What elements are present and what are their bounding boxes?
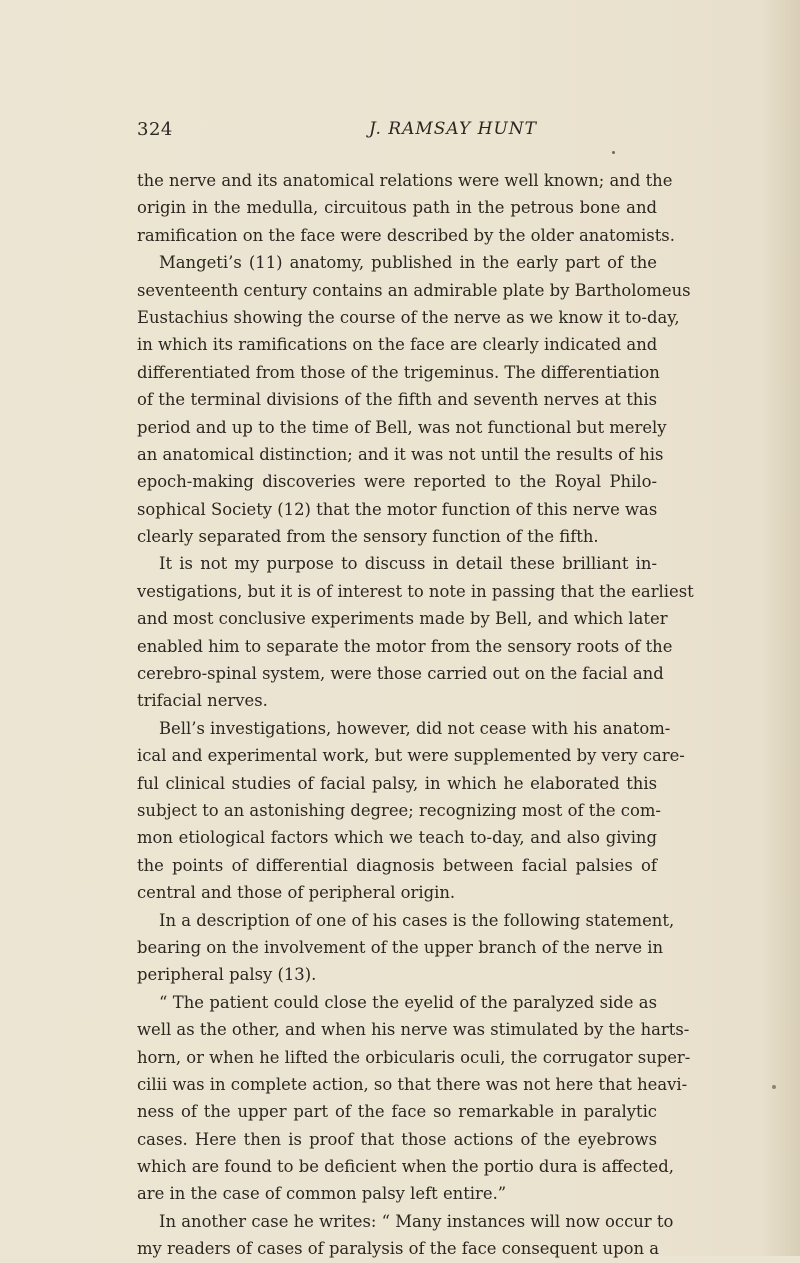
text-line: [137, 441, 664, 468]
text-line: [137, 167, 673, 194]
text-line-content: Bell’s investigations, however, did not cease with his anatom-: [159, 718, 671, 738]
text-line-content: ramification on the face were described by the older anatomists.: [137, 225, 675, 245]
page-header: [137, 119, 657, 149]
text-line-content: are in the case of common palsy left entire.”: [137, 1184, 507, 1204]
text-line: [137, 249, 657, 276]
text-line-content: mon etiological factors which we teach to-day, and also giving: [137, 828, 657, 848]
text-line: [137, 824, 657, 851]
text-line: [137, 1098, 657, 1125]
text-line-content: origin in the medulla, circuitous path in the petrous bone and: [137, 198, 657, 218]
text-line-content: and most conclusive experiments made by Bell, and which later: [137, 609, 668, 629]
text-line-content: the points of differential diagnosis between facial palsies of: [137, 855, 657, 875]
text-line: [137, 1235, 657, 1262]
text-line-content: “ The patient could close the eyelid of the paralyzed side as: [159, 992, 657, 1012]
text-line-content: vestigations, but it is of interest to note in passing that the earliest: [137, 581, 694, 601]
text-line-content: Eustachius showing the course of the nerve as we know it to-day,: [137, 307, 680, 327]
print-speck: [772, 1085, 776, 1089]
text-line: [137, 961, 657, 988]
text-line: [137, 687, 657, 714]
text-line-content: cerebro-spinal system, were those carried out on the facial and: [137, 664, 664, 684]
text-line-content: my readers of cases of paralysis of the face consequent upon a: [137, 1239, 659, 1259]
text-line: [137, 1208, 674, 1235]
text-line-content: clearly separated from the sensory function of the fifth.: [137, 527, 599, 547]
text-line: [137, 989, 657, 1016]
text-line-content: cases. Here then is proof that those actions of the eyebrows: [137, 1129, 657, 1149]
text-line-content: trifacial nerves.: [137, 691, 268, 711]
text-line: [137, 797, 661, 824]
text-line-content: peripheral palsy (13).: [137, 965, 317, 985]
text-line-content: of the terminal divisions of the fifth and seventh nerves at this: [137, 390, 657, 410]
text-line-content: ical and experimental work, but were supplemented by very care-: [137, 746, 685, 766]
text-line-content: seventeenth century contains an admirable plate by Bartholomeus: [137, 280, 691, 300]
text-line: [137, 934, 664, 961]
text-line-content: bearing on the involvement of the upper branch of the nerve in: [137, 937, 664, 957]
text-line: [137, 386, 657, 413]
text-line-content: subject to an astonishing degree; recognizing most of the com-: [137, 800, 661, 820]
text-line-content: sophical Society (12) that the motor function of this nerve was: [137, 499, 658, 519]
text-line: [137, 523, 657, 550]
text-line: [137, 1071, 688, 1098]
text-line: [137, 742, 685, 769]
text-line-content: ful clinical studies of facial palsy, in which he elaborated this: [137, 773, 657, 793]
text-line: [137, 1180, 657, 1207]
text-line-content: an anatomical distinction; and it was not until the results of his: [137, 444, 664, 464]
text-line: [137, 633, 673, 660]
text-line: [137, 770, 657, 797]
text-line: [137, 550, 657, 577]
text-line: [137, 194, 657, 221]
text-line: [137, 660, 664, 687]
text-line: [137, 359, 660, 386]
text-line: [137, 1126, 657, 1153]
text-line-content: enabled him to separate the motor from the sensory roots of the: [137, 636, 673, 656]
text-line: [137, 222, 675, 249]
text-line-content: horn, or when he lifted the orbicularis oculi, the corrugator super-: [137, 1047, 691, 1067]
text-line-content: the nerve and its anatomical relations were well known; and the: [137, 171, 673, 190]
text-line: [137, 414, 667, 441]
text-line: [137, 1016, 690, 1043]
text-line: [137, 277, 691, 304]
text-line: [137, 907, 675, 934]
page-number: 324: [137, 119, 173, 140]
text-line: [137, 605, 668, 632]
text-line-content: Mangeti’s (11) anatomy, published in the early part of the: [159, 253, 657, 273]
text-line-content: which are found to be deficient when the portio dura is affected,: [137, 1157, 674, 1177]
text-line-content: cilii was in complete action, so that there was not here that heavi-: [137, 1074, 688, 1094]
text-line: [137, 1153, 674, 1180]
running-head: J. RAMSAY HUNT: [369, 119, 538, 139]
text-line: [137, 1044, 691, 1071]
text-line-content: In another case he writes: “ Many instances will now occur to: [159, 1211, 674, 1231]
text-line: [137, 852, 657, 879]
text-line: [137, 578, 694, 605]
text-line-content: period and up to the time of Bell, was not functional but merely: [137, 417, 667, 437]
text-line-content: differentiated from those of the trigeminus. The differentiation: [137, 362, 660, 382]
text-line: [137, 879, 657, 906]
text-line: [137, 331, 657, 358]
text-line-content: in which its ramifications on the face are clearly indicated and: [137, 335, 658, 355]
text-line-content: In a description of one of his cases is the following statement,: [159, 910, 675, 930]
text-line: [137, 304, 680, 331]
text-line: [137, 715, 671, 742]
text-line-content: well as the other, and when his nerve was stimulated by the harts-: [137, 1020, 690, 1040]
body-text: [137, 167, 694, 1263]
text-line: [137, 468, 657, 495]
text-line-content: It is not my purpose to discuss in detail these brilliant in-: [159, 554, 657, 574]
text-line-content: ness of the upper part of the face so remarkable in paralytic: [137, 1102, 657, 1122]
text-line: [137, 496, 657, 523]
text-line-content: central and those of peripheral origin.: [137, 883, 456, 903]
print-speck: [612, 151, 615, 154]
text-line-content: epoch-making discoveries were reported to the Royal Philo-: [137, 472, 657, 492]
